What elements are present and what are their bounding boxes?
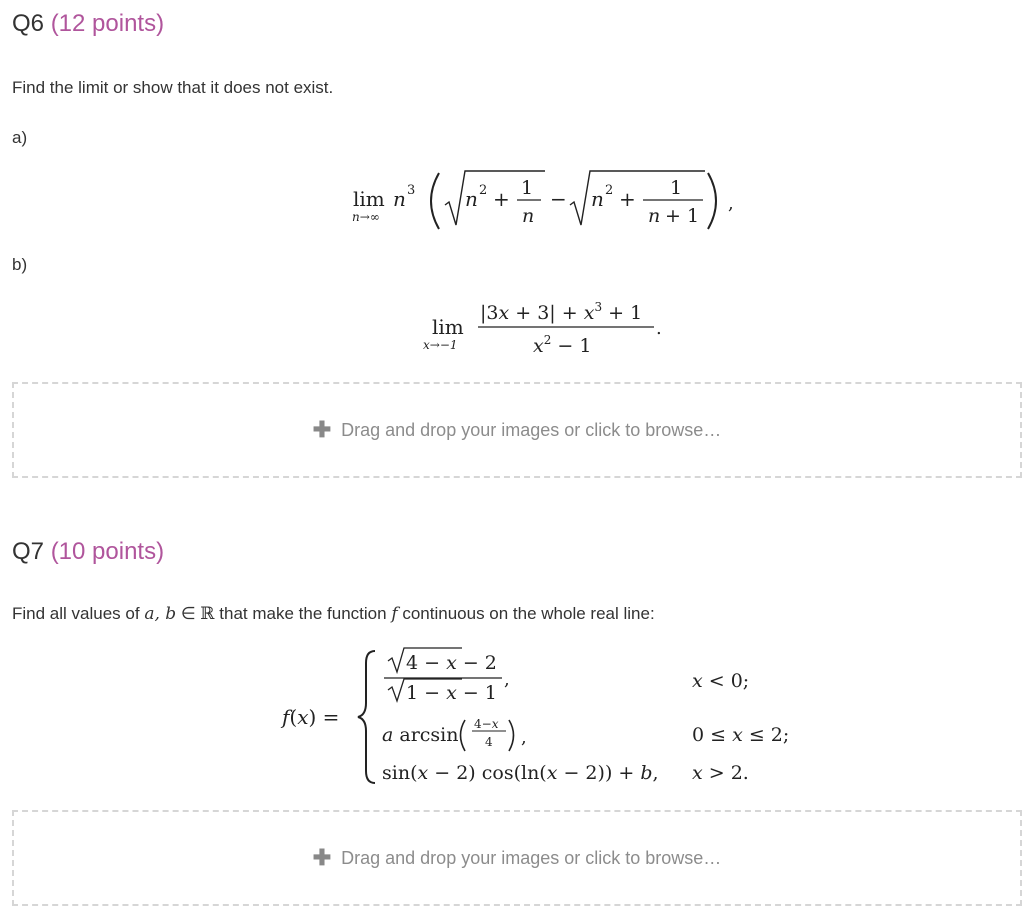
svg-text:n: n bbox=[591, 187, 604, 211]
svg-text:x < 0;: x < 0; bbox=[692, 670, 750, 692]
svg-text:n: n bbox=[648, 205, 661, 227]
q7-prompt bbox=[12, 604, 655, 624]
svg-text:+ 1: + 1 bbox=[665, 205, 700, 227]
svg-text:3: 3 bbox=[407, 183, 416, 198]
q7-dropzone-text: Drag and drop your images or click to browse… bbox=[341, 847, 722, 868]
q7-title bbox=[12, 538, 164, 566]
q7-piecewise-formula bbox=[280, 645, 820, 792]
svg-text:lim: lim bbox=[353, 187, 385, 211]
svg-text:|3x + 3| + x3 + 1: $|3x + 3| + x^3 + 1$ bbox=[480, 300, 643, 324]
plus-icon: ✚ bbox=[312, 417, 332, 442]
q6-dropzone-text: Drag and drop your images or click to browse… bbox=[341, 419, 722, 440]
svg-text:+: + bbox=[619, 187, 636, 211]
q6-formula-a bbox=[345, 165, 745, 242]
svg-text:+: + bbox=[493, 187, 510, 211]
svg-text:n: n bbox=[522, 205, 535, 227]
q6-part-b-label: b) bbox=[12, 255, 28, 274]
svg-text:1 − x − 1: 1 − x − 1 bbox=[406, 682, 497, 704]
q6-prompt: Find the limit or show that it does not exist. bbox=[12, 78, 334, 97]
q7-prompt-ab: a, b bbox=[144, 604, 177, 624]
q6-formula-b bbox=[420, 292, 670, 363]
q7-prompt-mid: that make the function bbox=[219, 604, 387, 623]
svg-text:1: 1 bbox=[670, 177, 683, 199]
svg-text:0 ≤ x ≤ 2;: 0 ≤ x ≤ 2; bbox=[692, 724, 790, 746]
svg-text:.: . bbox=[656, 318, 662, 339]
q6-part-a-label: a) bbox=[12, 128, 28, 147]
q7-prompt-after: continuous on the whole real line: bbox=[402, 604, 655, 623]
svg-text:sin(x − 2) cos(ln(x − 2)) + b,: sin(x − 2) cos(ln(x − 2)) + b, bbox=[382, 762, 659, 784]
svg-text:2: 2 bbox=[605, 183, 614, 198]
q7-number: Q7 bbox=[12, 538, 45, 565]
svg-text:2: 2 bbox=[479, 183, 488, 198]
q7-prompt-before: Find all values of bbox=[12, 604, 140, 623]
svg-text:4−x: 4−x bbox=[474, 717, 499, 731]
q7-prompt-f: f bbox=[391, 604, 398, 624]
q6-number: Q6 bbox=[12, 10, 45, 37]
svg-text:f(x) =: f(x) = bbox=[282, 705, 340, 729]
svg-text:x→−1: x→−1 bbox=[423, 338, 458, 352]
svg-text:−: − bbox=[550, 187, 567, 211]
q6-title bbox=[12, 10, 164, 38]
q6-image-dropzone[interactable] bbox=[12, 382, 1022, 478]
svg-text:a arcsin: a arcsin bbox=[382, 724, 459, 746]
svg-text:n: n bbox=[393, 187, 406, 211]
svg-text:n→∞: n→∞ bbox=[352, 210, 380, 224]
svg-text:,: , bbox=[728, 193, 734, 214]
svg-text:,: , bbox=[504, 669, 510, 690]
svg-text:n: n bbox=[465, 187, 478, 211]
q7-image-dropzone[interactable] bbox=[12, 810, 1022, 906]
svg-text:4: 4 bbox=[485, 735, 493, 749]
svg-text:1: 1 bbox=[521, 177, 534, 199]
q6-points: (12 points) bbox=[50, 10, 165, 37]
svg-text:4 − x − 2: 4 − x − 2 bbox=[406, 652, 497, 674]
svg-text:lim: lim bbox=[432, 315, 464, 339]
svg-text:,: , bbox=[521, 727, 527, 748]
svg-text:x2 − 1: $x^2 - 1$ bbox=[533, 333, 592, 357]
q7-prompt-in: ∈ bbox=[180, 604, 196, 623]
q7-prompt-reals: ℝ bbox=[200, 604, 215, 624]
svg-text:x > 2.: x > 2. bbox=[692, 762, 749, 784]
q7-points: (10 points) bbox=[50, 538, 165, 565]
plus-icon: ✚ bbox=[312, 845, 332, 870]
